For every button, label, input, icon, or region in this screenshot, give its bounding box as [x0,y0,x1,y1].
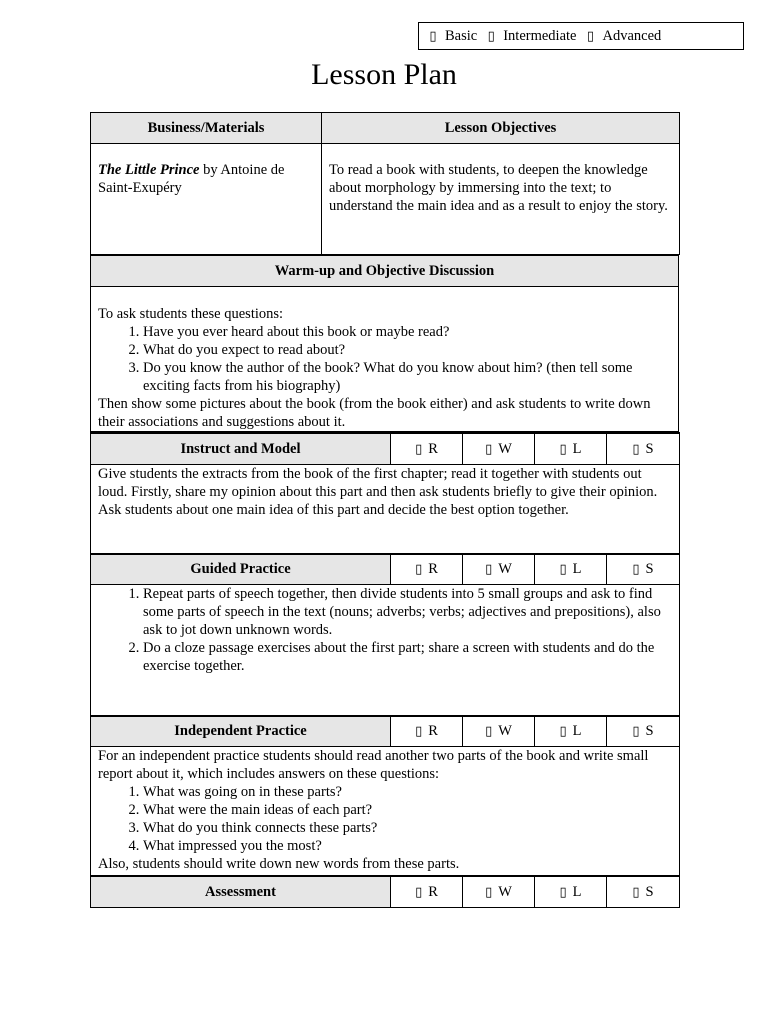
proficiency-level-selector [418,22,744,50]
level-option-advanced[interactable] [584,28,661,45]
guided-table [90,554,680,716]
list-item: 1. Repeat parts of speech together, then divide students into 5 small groups and ask to find some parts of speech in the text (nouns; adverbs; verbs; adjectives and prepositions), also ask to jot down unknown words. [143,585,672,639]
instruct-header: Instruct and Model [91,433,391,464]
skill-listening[interactable]: ▯ L [535,716,607,746]
list-item: 4. What impressed you the most? [143,837,672,855]
warmup-intro: To ask students these questions: [98,306,284,322]
skill-speaking[interactable]: ▯ S [607,876,680,907]
skill-reading[interactable]: ▯ R [391,554,463,584]
skill-listening[interactable]: ▯ L [535,554,607,584]
warmup-table [90,255,679,432]
assessment-header: Assessment [91,876,391,907]
objectives-text: To read a book with students, to deepen the knowledge about morphology by immersing into the text; to understand the main idea and as a result to enjoy the story. [322,144,680,255]
list-item: 3. What do you think connects these parts? [143,819,672,837]
checkbox-icon[interactable]: ▯ [632,883,640,899]
independent-outro: Also, students should write down new words from these parts. [98,855,460,872]
checkbox-icon[interactable]: ▯ [632,723,640,738]
checkbox-icon[interactable]: ▯ [559,440,567,456]
skill-writing[interactable]: ▯ W [463,716,535,746]
skill-listening[interactable]: ▯ L [535,876,607,907]
checkbox-icon[interactable]: ▯ [586,28,595,43]
materials-cell [91,144,322,255]
checkbox-icon[interactable]: ▯ [632,561,640,576]
level-label-advanced: Advanced [602,27,662,44]
checkbox-icon[interactable]: ▯ [485,440,493,456]
skill-writing[interactable]: ▯ W [463,876,535,907]
warmup-content [91,287,679,432]
checkbox-icon[interactable]: ▯ [485,723,493,738]
list-item: 2. What do you expect to read about? [143,341,671,359]
lesson-objectives-header: Lesson Objectives [322,113,680,144]
skill-speaking[interactable]: ▯ S [607,433,680,464]
list-item: 3. Do you know the author of the book? What do you know about him? (then tell some exciting facts from his biography) [143,359,671,395]
checkbox-icon[interactable]: ▯ [559,561,567,576]
checkbox-icon[interactable]: ▯ [485,561,493,576]
independent-header: Independent Practice [91,716,391,746]
assessment-table [90,876,680,908]
warmup-question-list [98,323,671,395]
guided-header: Guided Practice [91,554,391,584]
checkbox-icon[interactable]: ▯ [485,883,493,899]
checkbox-icon[interactable]: ▯ [559,883,567,899]
warmup-outro: Then show some pictures about the book (from the book either) and ask students to write down their associations and suggestions about it. [98,396,651,430]
independent-content [91,746,680,875]
level-label-basic: Basic [445,27,478,44]
lesson-plan-table [90,112,679,908]
checkbox-icon[interactable]: ▯ [415,723,423,738]
checkbox-icon[interactable]: ▯ [415,440,423,456]
skill-reading[interactable]: ▯ R [391,716,463,746]
level-option-basic[interactable] [427,28,477,45]
book-title: The Little Prince [98,162,200,178]
guided-content [91,584,680,715]
instruct-table [90,432,680,554]
checkbox-icon[interactable]: ▯ [415,561,423,576]
checkbox-icon[interactable]: ▯ [632,440,640,456]
skill-reading[interactable]: ▯ R [391,876,463,907]
skill-speaking[interactable]: ▯ S [607,716,680,746]
independent-table [90,716,680,876]
checkbox-icon[interactable]: ▯ [559,723,567,738]
list-item: 1. What was going on in these parts? [143,783,672,801]
list-item: 2. What were the main ideas of each part? [143,801,672,819]
checkbox-icon[interactable]: ▯ [487,28,495,43]
skill-speaking[interactable]: ▯ S [607,554,680,584]
list-item: 2. Do a cloze passage exercises about the first part; share a screen with students and do the exercise together. [143,639,672,675]
materials-objectives-table [90,112,680,255]
level-option-intermediate[interactable] [485,28,576,45]
skill-listening[interactable]: ▯ L [535,433,607,464]
independent-intro: For an independent practice students should read another two parts of the book and write small report about it, which includes answers on these questions: [98,747,649,782]
list-item: 1. Have you ever heard about this book or maybe read? [143,323,671,341]
independent-question-list [98,783,672,855]
page-title: Lesson Plan [311,58,457,91]
warmup-header: Warm-up and Objective Discussion [91,256,679,287]
skill-writing[interactable]: ▯ W [463,554,535,584]
level-label-intermediate: Intermediate [503,27,577,44]
book-author: by Antoine de Saint-Exupéry [98,162,285,196]
checkbox-icon[interactable]: ▯ [429,28,437,43]
skill-writing[interactable]: ▯ W [463,433,535,464]
business-materials-header: Business/Materials [91,113,322,144]
instruct-text: Give students the extracts from the book of the first chapter; read it together with students out loud. Firstly, share my opinion about this part and then ask students briefly to give their opinion. Ask students about one main idea of this part and decide the best option together. [91,464,680,553]
skill-reading[interactable]: ▯ R [391,433,463,464]
guided-item-list [98,585,672,675]
checkbox-icon[interactable]: ▯ [415,883,423,899]
